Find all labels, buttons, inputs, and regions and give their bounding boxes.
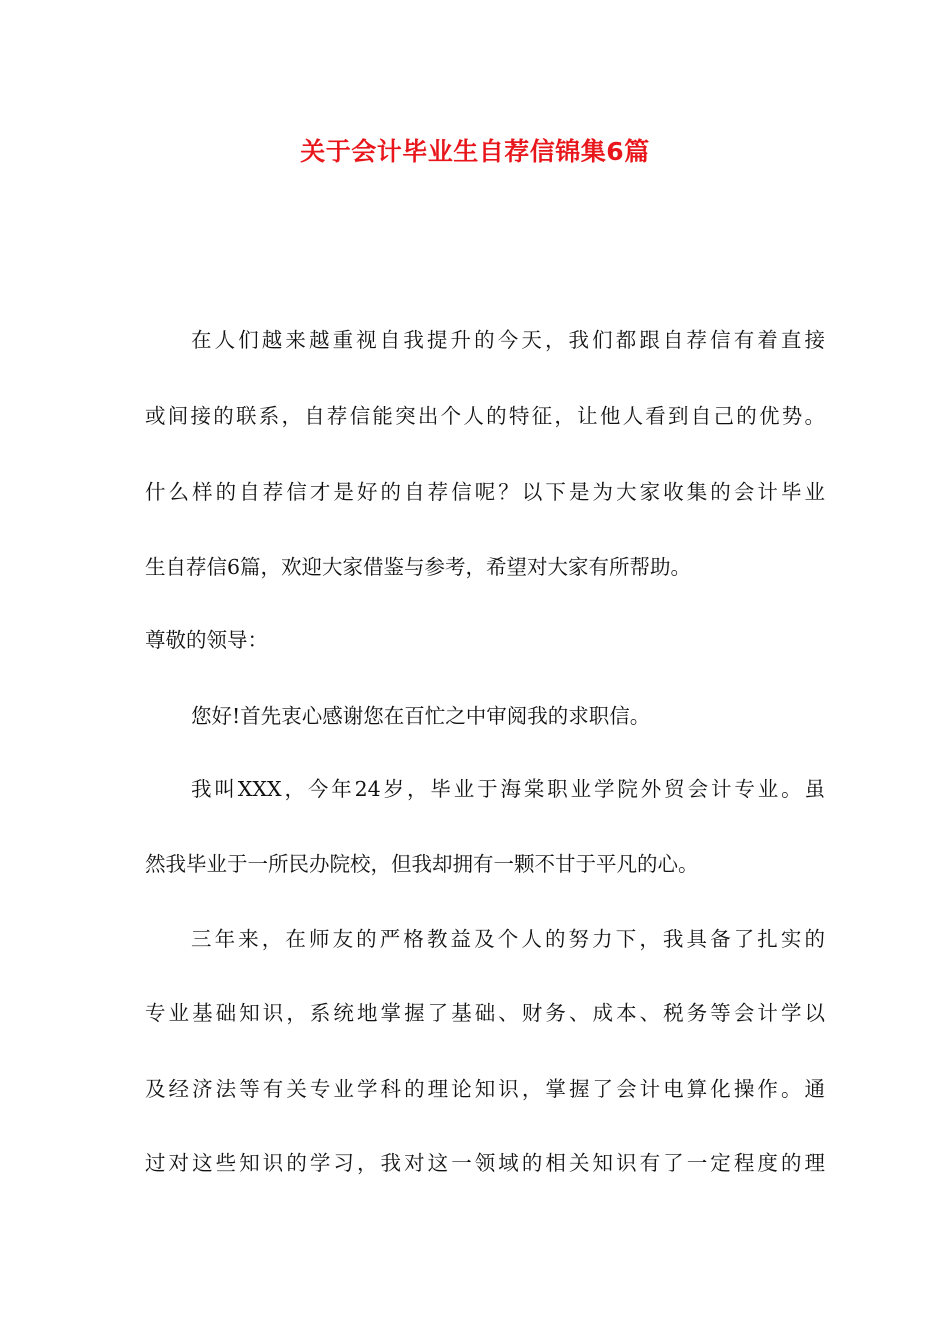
paragraph-line: 过对这些知识的学习，我对这一领域的相关知识有了一定程度的理 (145, 1151, 825, 1175)
paragraph-line: 您好!首先衷心感谢您在百忙之中审阅我的求职信。 (191, 704, 651, 728)
paragraph-line: 在人们越来越重视自我提升的今天，我们都跟自荐信有着直接 (191, 328, 825, 352)
paragraph-line: 专业基础知识，系统地掌握了基础、财务、成本、税务等会计学以 (145, 1001, 825, 1025)
paragraph-line: 我叫XXX，今年24岁，毕业于海棠职业学院外贸会计专业。虽 (191, 777, 825, 801)
document-title: 关于会计毕业生自荐信锦集6篇 (300, 137, 650, 166)
paragraph-line: 然我毕业于一所民办院校，但我却拥有一颗不甘于平凡的心。 (145, 852, 699, 876)
paragraph-line: 三年来，在师友的严格教益及个人的努力下，我具备了扎实的 (191, 927, 825, 951)
paragraph-line: 或间接的联系，自荐信能突出个人的特征，让他人看到自己的优势。 (145, 404, 825, 428)
paragraph-line: 什么样的自荐信才是好的自荐信呢？以下是为大家收集的会计毕业 (145, 480, 825, 504)
paragraph-line: 生自荐信6篇，欢迎大家借鉴与参考，希望对大家有所帮助。 (145, 555, 692, 579)
paragraph-line: 及经济法等有关专业学科的理论知识，掌握了会计电算化操作。通 (145, 1077, 825, 1101)
salutation: 尊敬的领导： (145, 628, 268, 652)
